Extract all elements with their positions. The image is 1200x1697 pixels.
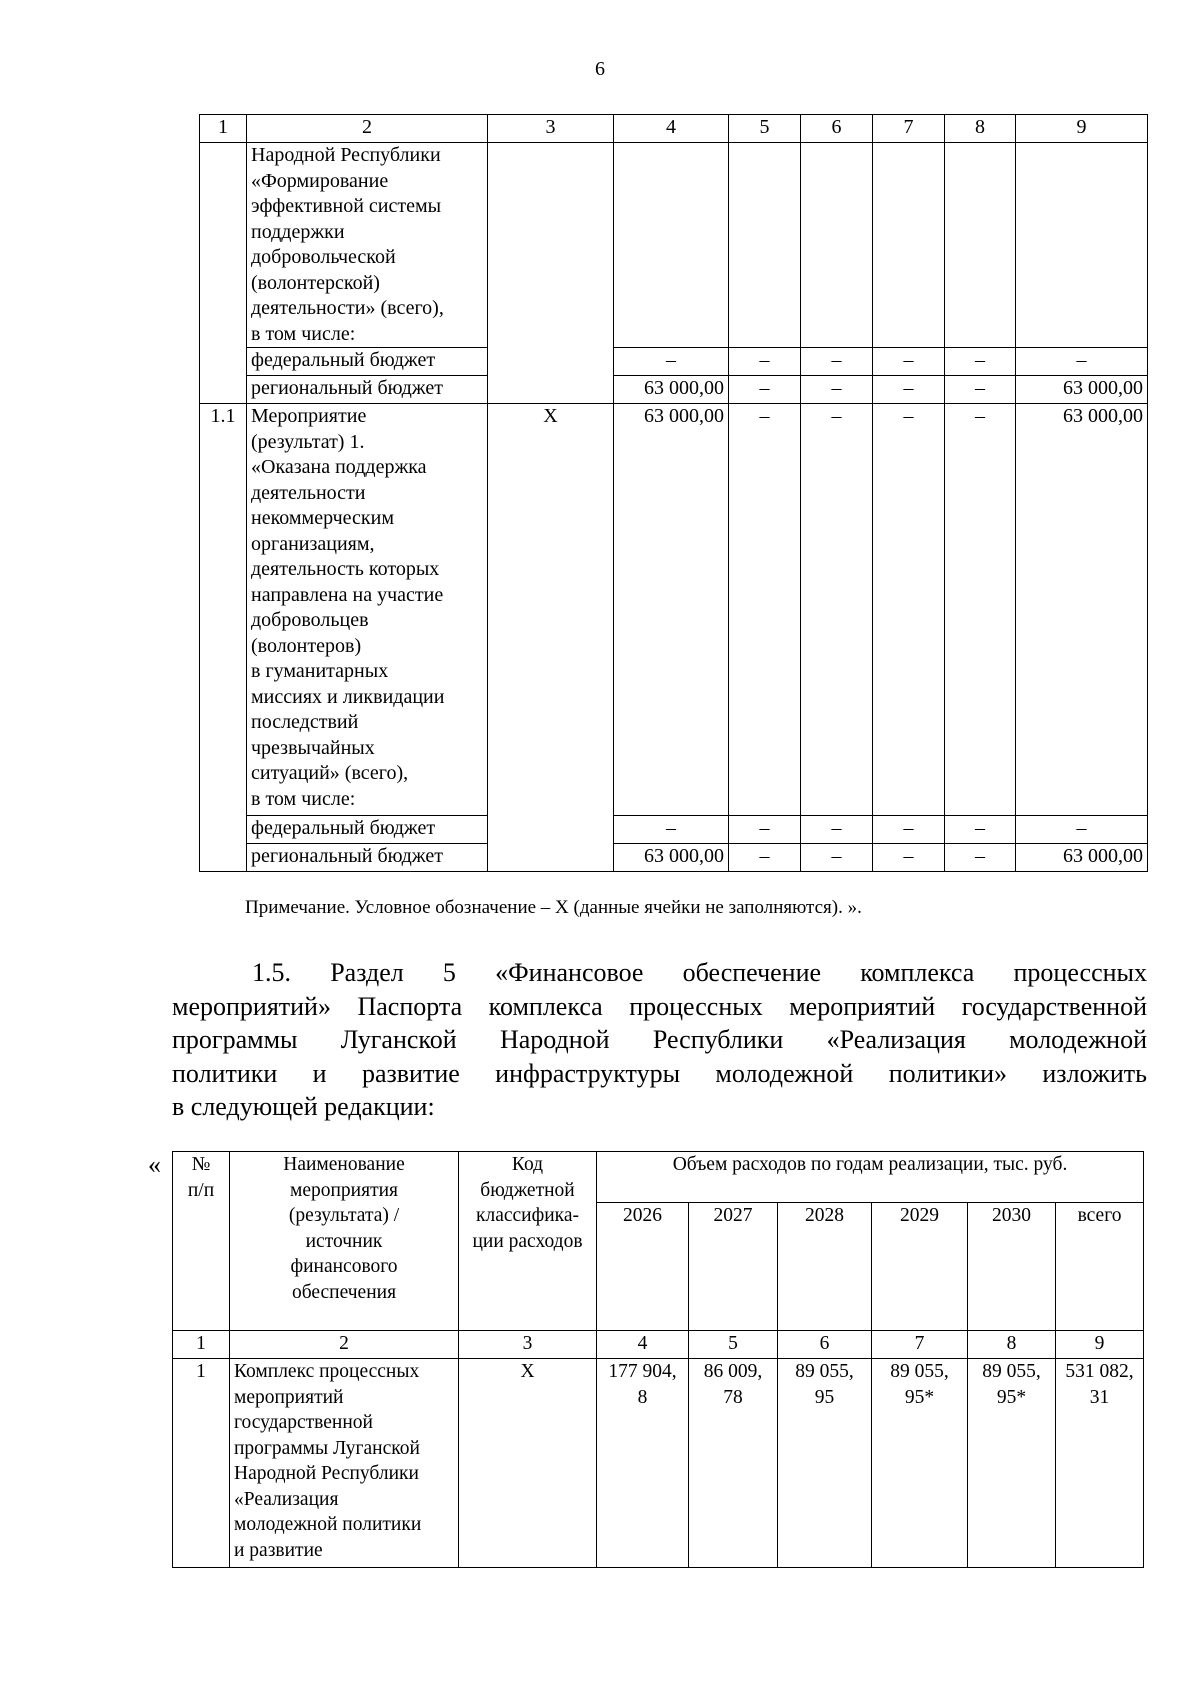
- name-line: организациям,: [251, 532, 375, 555]
- value-cell: –: [873, 816, 945, 844]
- header-line: бюджетной: [480, 1179, 575, 1201]
- value-cell: –: [729, 404, 801, 816]
- row-number-cell: [200, 143, 247, 404]
- name-line: эффективной системы: [251, 195, 442, 217]
- value-cell: –: [614, 348, 729, 376]
- name-line: Народной Республики: [234, 1463, 419, 1484]
- paragraph-line: программы Луганской Народной Республики «Реализация молодежной: [172, 1025, 1147, 1054]
- value-cell: 63 000,00: [1016, 404, 1148, 816]
- table-row: [200, 348, 1148, 376]
- row-number-cell: 1.1: [200, 404, 247, 872]
- header-cell: 4: [614, 115, 729, 143]
- name-line: (результат) 1.: [251, 430, 365, 453]
- year-header: 2029: [872, 1203, 968, 1331]
- value-cell: –: [729, 844, 801, 872]
- page-number: 6: [595, 58, 605, 80]
- column-number: 3: [459, 1331, 597, 1359]
- column-number: 7: [872, 1331, 968, 1359]
- year-header: 2026: [597, 1203, 689, 1331]
- value-cell: [968, 1359, 1056, 1568]
- table-row: [173, 1359, 1144, 1568]
- activity-name-cell: [247, 404, 488, 816]
- value-cell: –: [801, 376, 873, 404]
- value-cell: 63 000,00: [614, 404, 729, 816]
- header-line: Наименование: [283, 1154, 405, 1175]
- table-number-row: [173, 1331, 1144, 1359]
- value-cell: –: [614, 816, 729, 844]
- column-number: 5: [689, 1331, 778, 1359]
- table-row: [200, 404, 1148, 816]
- value-cell: 63 000,00: [614, 844, 729, 872]
- table-row: [200, 376, 1148, 404]
- table-note: Примечание. Условное обозначение – Х (данные ячейки не заполняются). ».: [245, 897, 862, 918]
- value-cell: 63 000,00: [1016, 844, 1148, 872]
- value-cell: –: [945, 348, 1016, 376]
- source-label: региональный бюджет: [247, 844, 488, 872]
- header-cell: 7: [873, 115, 945, 143]
- column-number: 6: [778, 1331, 872, 1359]
- name-line: последствий: [251, 711, 359, 733]
- column-number: 1: [173, 1331, 230, 1359]
- name-line: (волонтеров): [251, 634, 362, 657]
- value-line: 177 904,: [608, 1361, 677, 1382]
- amendment-paragraph: [172, 956, 1147, 1124]
- value-cell: –: [801, 816, 873, 844]
- value-cell: –: [801, 844, 873, 872]
- code-cell: [488, 143, 614, 404]
- header-cell: 6: [801, 115, 873, 143]
- value-line: 95*: [904, 1386, 935, 1408]
- table-financial-provision: [172, 1151, 1144, 1568]
- source-label: региональный бюджет: [247, 376, 488, 404]
- header-line: Код: [511, 1154, 544, 1175]
- column-number: 8: [968, 1331, 1056, 1359]
- header-cell: 2: [247, 115, 488, 143]
- paragraph-line: мероприятий» Паспорта комплекса процессных мероприятий государственной: [172, 991, 1147, 1021]
- value-cell: [778, 1359, 872, 1568]
- name-line: направлена на участие: [251, 583, 444, 606]
- paragraph-line: в следующей редакции:: [172, 1092, 435, 1121]
- name-line: деятельности» (всего),: [251, 297, 444, 319]
- code-cell: Х: [459, 1359, 597, 1568]
- name-line: Народной Республики: [251, 144, 441, 166]
- value-cell: –: [801, 404, 873, 816]
- value-cell: [1056, 1359, 1144, 1568]
- table-header-row: [173, 1152, 1144, 1203]
- value-cell: [689, 1359, 778, 1568]
- value-cell: [1016, 143, 1148, 348]
- table-header-row: [200, 115, 1148, 143]
- year-header: всего: [1056, 1203, 1144, 1331]
- table-row: [200, 844, 1148, 872]
- header-cell: 9: [1016, 115, 1148, 143]
- header-line: (результата) /: [288, 1205, 400, 1226]
- table-row: [200, 143, 1148, 348]
- header-line: источник: [305, 1230, 383, 1252]
- name-line: в том числе:: [251, 322, 356, 345]
- value-line: 95*: [996, 1386, 1027, 1408]
- header-line: мероприятия: [289, 1179, 398, 1201]
- value-cell: [614, 143, 729, 348]
- value-line: 531 082,: [1065, 1361, 1134, 1382]
- header-num: № п/п: [173, 1152, 230, 1331]
- header-line: финансового: [290, 1256, 398, 1277]
- value-line: 78: [723, 1386, 743, 1408]
- name-line: «Реализация: [234, 1488, 339, 1510]
- value-cell: [873, 143, 945, 348]
- value-cell: [801, 143, 873, 348]
- name-line: молодежной политики: [234, 1514, 422, 1535]
- value-cell: –: [729, 348, 801, 376]
- name-line: добровольческой: [251, 246, 396, 268]
- header-cell: 8: [945, 115, 1016, 143]
- value-line: 8: [637, 1386, 648, 1408]
- paragraph-line: 1.5. Раздел 5 «Финансовое обеспечение комплекса процессных: [252, 958, 1147, 987]
- value-line: 86 009,: [703, 1361, 763, 1382]
- column-number: 2: [230, 1331, 459, 1359]
- code-cell: Х: [488, 404, 614, 872]
- opening-quote-mark: «: [148, 1150, 161, 1179]
- year-header: 2027: [689, 1203, 778, 1331]
- value-cell: 63 000,00: [1016, 376, 1148, 404]
- name-line: мероприятий: [234, 1386, 344, 1408]
- name-line: поддержки: [251, 220, 345, 243]
- name-line: чрезвычайных: [251, 736, 375, 759]
- column-number: 4: [597, 1331, 689, 1359]
- header-cell: 1: [200, 115, 247, 143]
- header-line: ции расходов: [472, 1230, 583, 1252]
- value-cell: 63 000,00: [614, 376, 729, 404]
- name-line: в гуманитарных: [251, 660, 389, 682]
- name-line: ситуаций» (всего),: [251, 762, 409, 784]
- value-cell: –: [873, 404, 945, 816]
- name-line: миссиях и ликвидации: [251, 685, 445, 708]
- value-line: 89 055,: [795, 1361, 854, 1382]
- name-line: «Формирование: [251, 169, 389, 192]
- name-line: и развитие: [234, 1539, 323, 1561]
- header-cell: 3: [488, 115, 614, 143]
- value-line: 31: [1089, 1386, 1110, 1408]
- name-line: «Оказана поддержка: [251, 456, 427, 478]
- activity-name-cell: [247, 143, 488, 348]
- name-line: добровольцев: [251, 609, 369, 631]
- value-cell: –: [945, 376, 1016, 404]
- table-continuation: [199, 114, 1148, 872]
- value-cell: [945, 143, 1016, 348]
- name-line: некоммерческим: [251, 507, 394, 529]
- name-line: деятельность которых: [251, 558, 440, 580]
- value-cell: –: [729, 816, 801, 844]
- header-line: обеспечения: [291, 1281, 397, 1303]
- header-code: [459, 1152, 597, 1331]
- value-line: 95: [814, 1386, 835, 1408]
- value-line: 89 055,: [982, 1361, 1041, 1382]
- name-line: (волонтерской): [251, 271, 380, 294]
- value-cell: –: [945, 844, 1016, 872]
- value-cell: –: [1016, 816, 1148, 844]
- value-cell: –: [873, 348, 945, 376]
- value-cell: [872, 1359, 968, 1568]
- column-number: 9: [1056, 1331, 1144, 1359]
- name-line: в том числе:: [251, 787, 356, 810]
- header-volume: Объем расходов по годам реализации, тыс. руб.: [597, 1152, 1144, 1203]
- name-line: государственной: [234, 1412, 373, 1433]
- name-line: программы Луганской: [234, 1437, 420, 1459]
- activity-name-cell: [230, 1359, 459, 1568]
- paragraph-line: политики и развитие инфраструктуры молодежной политики» изложить: [172, 1058, 1147, 1088]
- value-cell: –: [945, 404, 1016, 816]
- row-number-cell: 1: [173, 1359, 230, 1568]
- year-header: 2030: [968, 1203, 1056, 1331]
- name-line: деятельности: [251, 481, 366, 504]
- value-line: 89 055,: [890, 1361, 949, 1382]
- name-line: Мероприятие: [251, 405, 367, 427]
- value-cell: –: [1016, 348, 1148, 376]
- value-cell: [729, 143, 801, 348]
- source-label: федеральный бюджет: [247, 348, 488, 376]
- value-cell: –: [945, 816, 1016, 844]
- source-label: федеральный бюджет: [247, 816, 488, 844]
- value-cell: –: [729, 376, 801, 404]
- value-cell: –: [873, 376, 945, 404]
- header-name: [230, 1152, 459, 1331]
- header-cell: 5: [729, 115, 801, 143]
- value-cell: –: [801, 348, 873, 376]
- year-header: 2028: [778, 1203, 872, 1331]
- value-cell: –: [873, 844, 945, 872]
- name-line: Комплекс процессных: [234, 1361, 420, 1382]
- value-cell: [597, 1359, 689, 1568]
- header-line: классифика-: [475, 1205, 579, 1226]
- table-row: [200, 816, 1148, 844]
